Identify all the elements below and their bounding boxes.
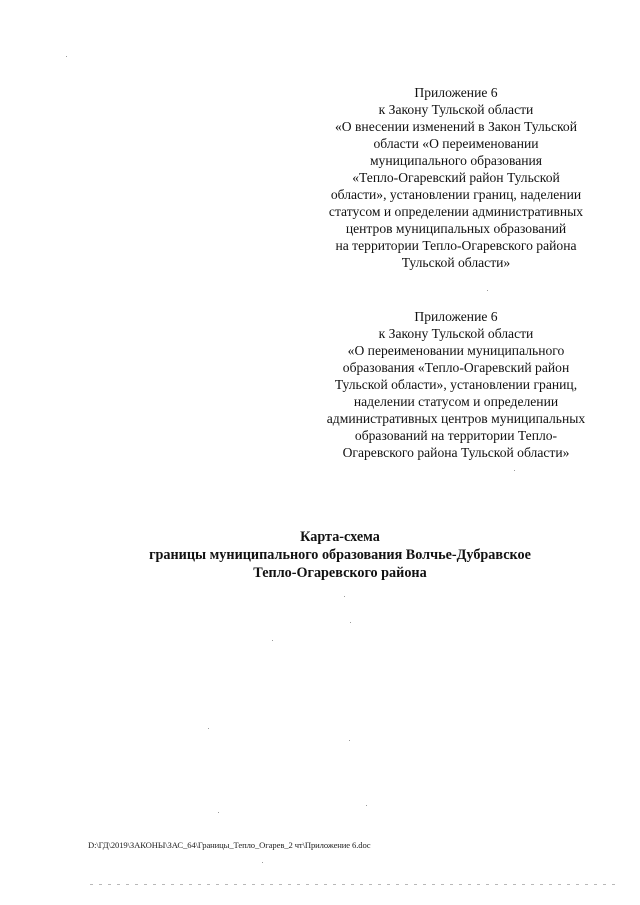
map-title-heading: Карта-схема — [300, 529, 380, 545]
scan-speck — [262, 862, 263, 863]
annex-line: Приложение 6 — [414, 309, 498, 324]
scan-speck — [208, 728, 209, 729]
map-title-district: Тепло-Огаревского района — [253, 565, 427, 581]
scan-speck — [349, 740, 350, 741]
map-title — [40, 528, 640, 582]
map-title-subject: границы муниципального образования Волчье-Дубравское — [149, 547, 531, 563]
annex-line: области «О переименовании — [373, 136, 539, 151]
annex-line: наделении статусом и определении — [353, 394, 559, 409]
annex-line: Приложение 6 — [414, 85, 498, 100]
annex-line: статусом и определении административных — [328, 204, 584, 219]
annex-line: области», установлении границ, наделении — [330, 187, 582, 202]
annex-line: «О внесении изменений в Закон Тульской — [334, 119, 578, 134]
annex-header-amendment — [300, 84, 612, 271]
annex-line: административных центров муниципальных — [326, 411, 586, 426]
annex-line: «О переименовании муниципального — [347, 343, 565, 358]
scan-speck — [272, 640, 273, 641]
annex-header-original-law — [300, 308, 612, 461]
annex-line: Тульской области» — [401, 255, 511, 270]
scan-speck — [66, 56, 67, 57]
scan-speck — [366, 805, 367, 806]
annex-line: муниципального образования — [369, 153, 543, 168]
scan-speck — [514, 470, 515, 471]
annex-line: к Закону Тульской области — [378, 326, 534, 341]
annex-line: Тульской области», установлении границ, — [334, 377, 578, 392]
scan-bottom-edge — [90, 884, 620, 885]
footer-file-path: D:\ГД\2019\ЗАКОНЫ\ЗАС_64\Границы_Тепло_Огарев_2 чт\Приложение 6.doc — [88, 840, 371, 850]
annex-line: центров муниципальных образований — [345, 221, 567, 236]
annex-line: образования «Тепло-Огаревский район — [342, 360, 570, 375]
scan-speck — [350, 622, 351, 623]
annex-line: образований на территории Тепло- — [354, 428, 558, 443]
annex-line: к Закону Тульской области — [378, 102, 534, 117]
scan-speck — [487, 290, 488, 291]
scan-speck — [218, 812, 219, 813]
annex-line: «Тепло-Огаревский район Тульской — [352, 170, 560, 185]
annex-line: на территории Тепло-Огаревского района — [335, 238, 577, 253]
scan-speck — [344, 596, 345, 597]
annex-line: Огаревского района Тульской области» — [342, 445, 570, 460]
